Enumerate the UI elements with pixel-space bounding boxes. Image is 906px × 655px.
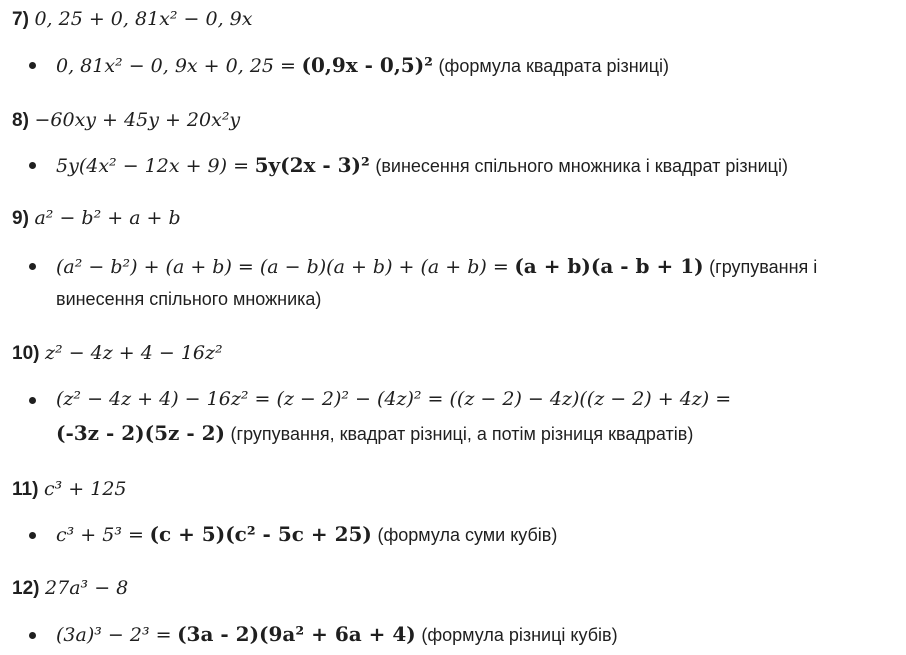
problem-8-solution <box>56 152 788 179</box>
problem-number: 9) <box>12 208 29 229</box>
solution-note-continued: винесення спільного множника) <box>56 289 322 309</box>
problem-number: 8) <box>12 110 29 131</box>
problem-10-solution <box>56 386 731 412</box>
solution-note: (винесення спільного множника і квадрат різниці) <box>375 156 788 176</box>
solution-work: (3a)³ − 2³ = <box>56 624 172 646</box>
problem-expression: c³ + 125 <box>43 478 127 500</box>
problem-10-solution-continuation <box>56 420 693 447</box>
problem-11-heading <box>12 476 127 503</box>
problem-9-heading <box>12 205 181 232</box>
problem-expression: −60xy + 45y + 20x²y <box>34 109 241 131</box>
problem-expression: 0, 25 + 0, 81x² − 0, 9x <box>34 8 253 30</box>
problem-11-solution <box>56 521 557 548</box>
solution-result: (0,9x - 0,5)² <box>301 53 433 77</box>
problem-8-heading <box>12 107 240 134</box>
problem-expression: 27a³ − 8 <box>45 577 129 599</box>
solution-result: (3a - 2)(9a² + 6a + 4) <box>177 622 416 646</box>
problem-7-heading <box>12 6 252 33</box>
problem-12-heading <box>12 575 128 602</box>
problem-9-solution <box>56 253 817 280</box>
solution-result: (c + 5)(c² - 5c + 25) <box>149 522 372 546</box>
solution-work: 5y(4x² − 12x + 9) = <box>56 155 250 177</box>
problem-expression: a² − b² + a + b <box>34 207 181 229</box>
problem-number: 10) <box>12 343 40 364</box>
solution-note: (групування і <box>709 257 818 277</box>
problem-number: 11) <box>12 479 39 500</box>
bullet-icon <box>29 397 36 404</box>
problem-expression: z² − 4z + 4 − 16z² <box>45 342 223 364</box>
problem-number: 12) <box>12 578 40 599</box>
problem-7-solution <box>56 52 669 79</box>
solution-work: 0, 81x² − 0, 9x + 0, 25 = <box>56 55 296 77</box>
problem-number: 7) <box>12 9 29 30</box>
problem-12-solution <box>56 621 618 648</box>
solution-work: c³ + 5³ = <box>56 524 144 546</box>
bullet-icon <box>29 263 36 270</box>
solution-work: (a² − b²) + (a + b) = (a − b)(a + b) + (a + b) = <box>56 256 509 278</box>
solution-note: (формула квадрата різниці) <box>438 56 670 76</box>
bullet-icon <box>29 162 36 169</box>
problem-10-heading <box>12 340 223 367</box>
bullet-icon <box>29 632 36 639</box>
solution-result: (-3z - 2)(5z - 2) <box>56 421 225 445</box>
solution-result: (a + b)(a - b + 1) <box>514 254 704 278</box>
problem-9-solution-continuation <box>56 286 321 312</box>
solution-result: 5y(2x - 3)² <box>254 153 370 177</box>
bullet-icon <box>29 532 36 539</box>
solution-work: (z² − 4z + 4) − 16z² = (z − 2)² − (4z)² = ((z − 2) − 4z)((z − 2) + 4z) = <box>56 388 732 410</box>
solution-note: (формула різниці кубів) <box>421 625 618 645</box>
solution-note: (формула суми кубів) <box>377 525 558 545</box>
bullet-icon <box>29 62 36 69</box>
solution-note: (групування, квадрат різниці, а потім різниця квадратів) <box>230 424 694 444</box>
